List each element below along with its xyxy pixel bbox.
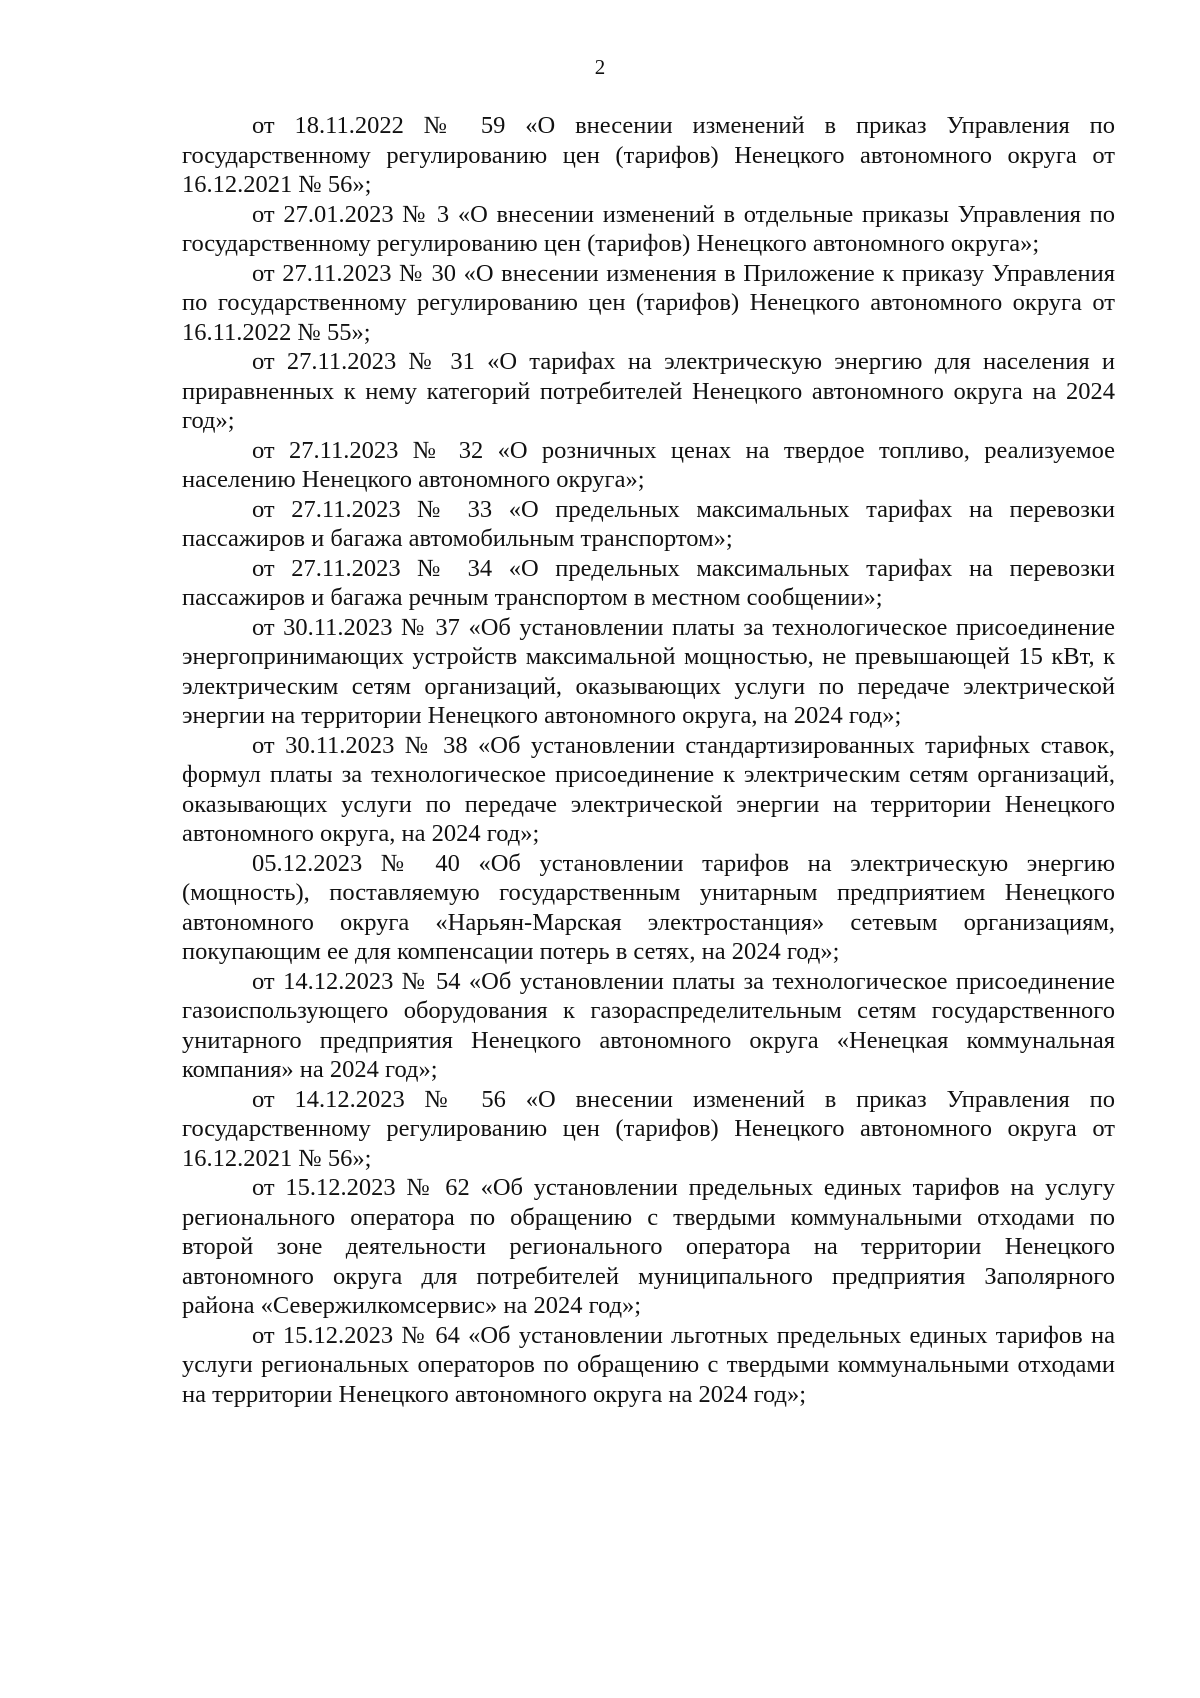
list-item: от 27.11.2023 № 34 «О предельных максимальных тарифах на перевозки пассажиров и багажа речным транспортом в местном сообщении»; [182,554,1115,611]
list-item: от 27.11.2023 № 31 «О тарифах на электрическую энергию для населения и приравненных к нему категорий потребителей Ненецкого автономного округа на 2024 год»; [182,348,1115,434]
list-item: от 15.12.2023 № 62 «Об установлении предельных единых тарифов на услугу регионального оператора по обращению с твердыми коммунальными отходами по второй зоне деятельности регионального оператора на территории Ненецкого автономного округа для потребителей муниципального предприятия Заполярного района «Севержилкомсервис» на 2024 год»; [182,1174,1115,1319]
list-item: от 27.01.2023 № 3 «О внесении изменений в отдельные приказы Управления по государственному регулированию цен (тарифов) Ненецкого автономного округа»; [182,200,1115,257]
list-item: от 27.11.2023 № 33 «О предельных максимальных тарифах на перевозки пассажиров и багажа автомобильным транспортом»; [182,495,1115,552]
page-number: 2 [594,55,606,79]
list-item: от 27.11.2023 № 32 «О розничных ценах на твердое топливо, реализуемое населению Ненецкого автономного округа»; [182,436,1115,493]
list-item: от 30.11.2023 № 38 «Об установлении стандартизированных тарифных ставок, формул платы за технологическое присоединение к электрическим сетям организаций, оказывающих услуги по передаче электрической энергии на территории Ненецкого автономного округа, на 2024 год»; [182,731,1115,847]
list-item: от 18.11.2022 № 59 «О внесении изменений в приказ Управления по государственному регулированию цен (тарифов) Ненецкого автономного округа от 16.12.2021 № 56»; [182,112,1115,198]
list-item: от 14.12.2023 № 54 «Об установлении платы за технологическое присоединение газоиспользующего оборудования к газораспределительным сетям государственного унитарного предприятия Ненецкого автономного округа «Ненецкая коммунальная компания» на 2024 год»; [182,967,1115,1083]
list-item: от 30.11.2023 № 37 «Об установлении платы за технологическое присоединение энергопринимающих устройств максимальной мощностью, не превышающей 15 кВт, к электрическим сетям организаций, оказывающих услуги по передаче электрической энергии на территории Ненецкого автономного округа, на 2024 год»; [182,613,1115,729]
list-item: от 15.12.2023 № 64 «Об установлении льготных предельных единых тарифов на услуги региональных операторов по обращению с твердыми коммунальными отходами на территории Ненецкого автономного округа на 2024 год»; [182,1321,1115,1408]
list-item: от 27.11.2023 № 30 «О внесении изменения в Приложение к приказу Управления по государственному регулированию цен (тарифов) Ненецкого автономного округа от 16.11.2022 № 55»; [182,259,1115,346]
list-item: от 14.12.2023 № 56 «О внесении изменений в приказ Управления по государственному регулированию цен (тарифов) Ненецкого автономного округа от 16.12.2021 № 56»; [182,1085,1115,1172]
document-body [182,111,1115,1409]
list-item: 05.12.2023 № 40 «Об установлении тарифов на электрическую энергию (мощность), поставляемую государственным унитарным предприятием Ненецкого автономного округа «Нарьян-Марская электростанция» сетевым организациям, покупающим ее для компенсации потерь в сетях, на 2024 год»; [182,849,1115,965]
